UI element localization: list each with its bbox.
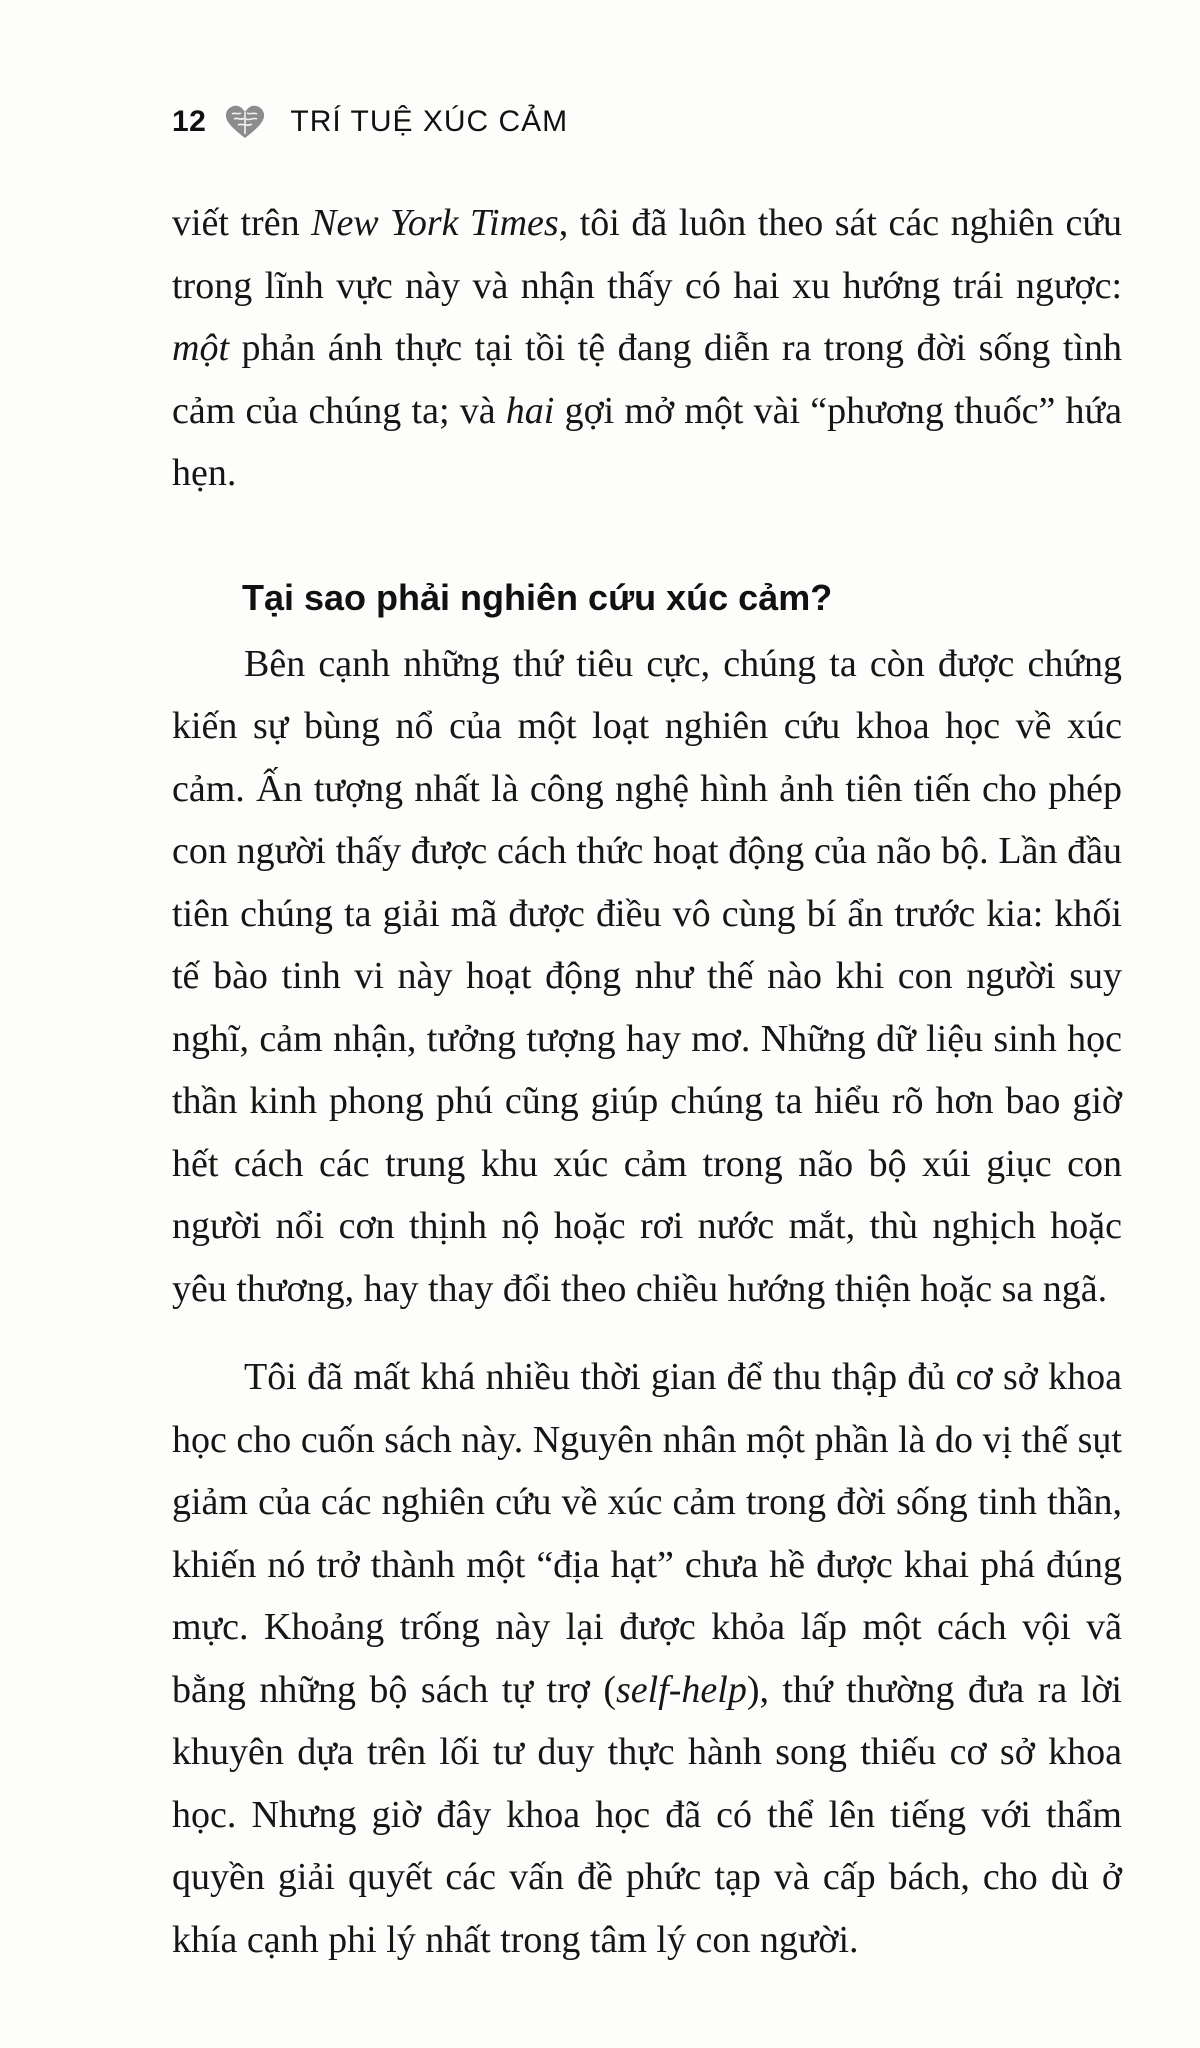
intro-text-4: gợi mở một vài “phương thuốc” hứa hẹn. [172,389,1122,494]
intro-text-3: phản ánh thực tại tồi tệ đang diễn ra trong đời sống tình cảm của chúng ta; và [172,327,1122,432]
heart-brain-icon [224,104,266,140]
paragraph-2-italic: self-help [615,1668,747,1711]
section-heading: Tại sao phải nghiên cứu xúc cảm? [242,576,833,618]
intro-paragraph [172,192,1122,505]
intro-text-2: , tôi đã luôn theo sát các nghiên cứu trong lĩnh vực này và nhận thấy có hai xu hướng trái ngược: [172,202,1122,307]
intro-text-1: viết trên [172,202,312,244]
body-text [172,192,1122,1971]
page-number: 12 [172,105,207,138]
intro-italic-1: New York Times [311,202,559,244]
paragraph-2 [172,1346,1122,1971]
intro-italic-2: một [172,327,229,369]
intro-italic-3: hai [505,389,555,432]
running-header [172,104,568,140]
paragraph-2-text-1: Tôi đã mất khá nhiều thời gian để thu thập đủ cơ sở khoa học cho cuốn sách này. Nguyên nhân một phần là do vị thế sụt giảm của các nghiên cứu về xúc cảm trong đời sống tinh thần, khiến nó trở thành một “địa hạt” chưa hề được khai phá đúng mực. Khoảng trống này lại được khỏa lấp một cách vội vã bằng những bộ sách tự trợ ( [172,1356,1122,1711]
paragraph-2-text-2: ), thứ thường đưa ra lời khuyên dựa trên lối tư duy thực hành song thiếu cơ sở khoa học. Nhưng giờ đây khoa học đã có thể lên tiếng với thẩm quyền giải quyết các vấn đề phức tạp và cấp bách, cho dù ở khía cạnh phi lý nhất trong tâm lý con người. [172,1668,1122,1961]
book-title: TRÍ TUỆ XÚC CẢM [290,105,569,138]
paragraph-1: Bên cạnh những thứ tiêu cực, chúng ta còn được chứng kiến sự bùng nổ của một loạt nghiên cứu khoa học về xúc cảm. Ấn tượng nhất là công nghệ hình ảnh tiên tiến cho phép con người thấy được cách thức hoạt động của não bộ. Lần đầu tiên chúng ta giải mã được điều vô cùng bí ẩn trước kia: khối tế bào tinh vi này hoạt động như thế nào khi con người suy nghĩ, cảm nhận, tưởng tượng hay mơ. Những dữ liệu sinh học thần kinh phong phú cũng giúp chúng ta hiểu rõ hơn bao giờ hết cách các trung khu xúc cảm trong não bộ xúi giục con người nổi cơn thịnh nộ hoặc rơi nước mắt, thù nghịch hoặc yêu thương, hay thay đổi theo chiều hướng thiện hoặc sa ngã. [172,642,1122,1310]
